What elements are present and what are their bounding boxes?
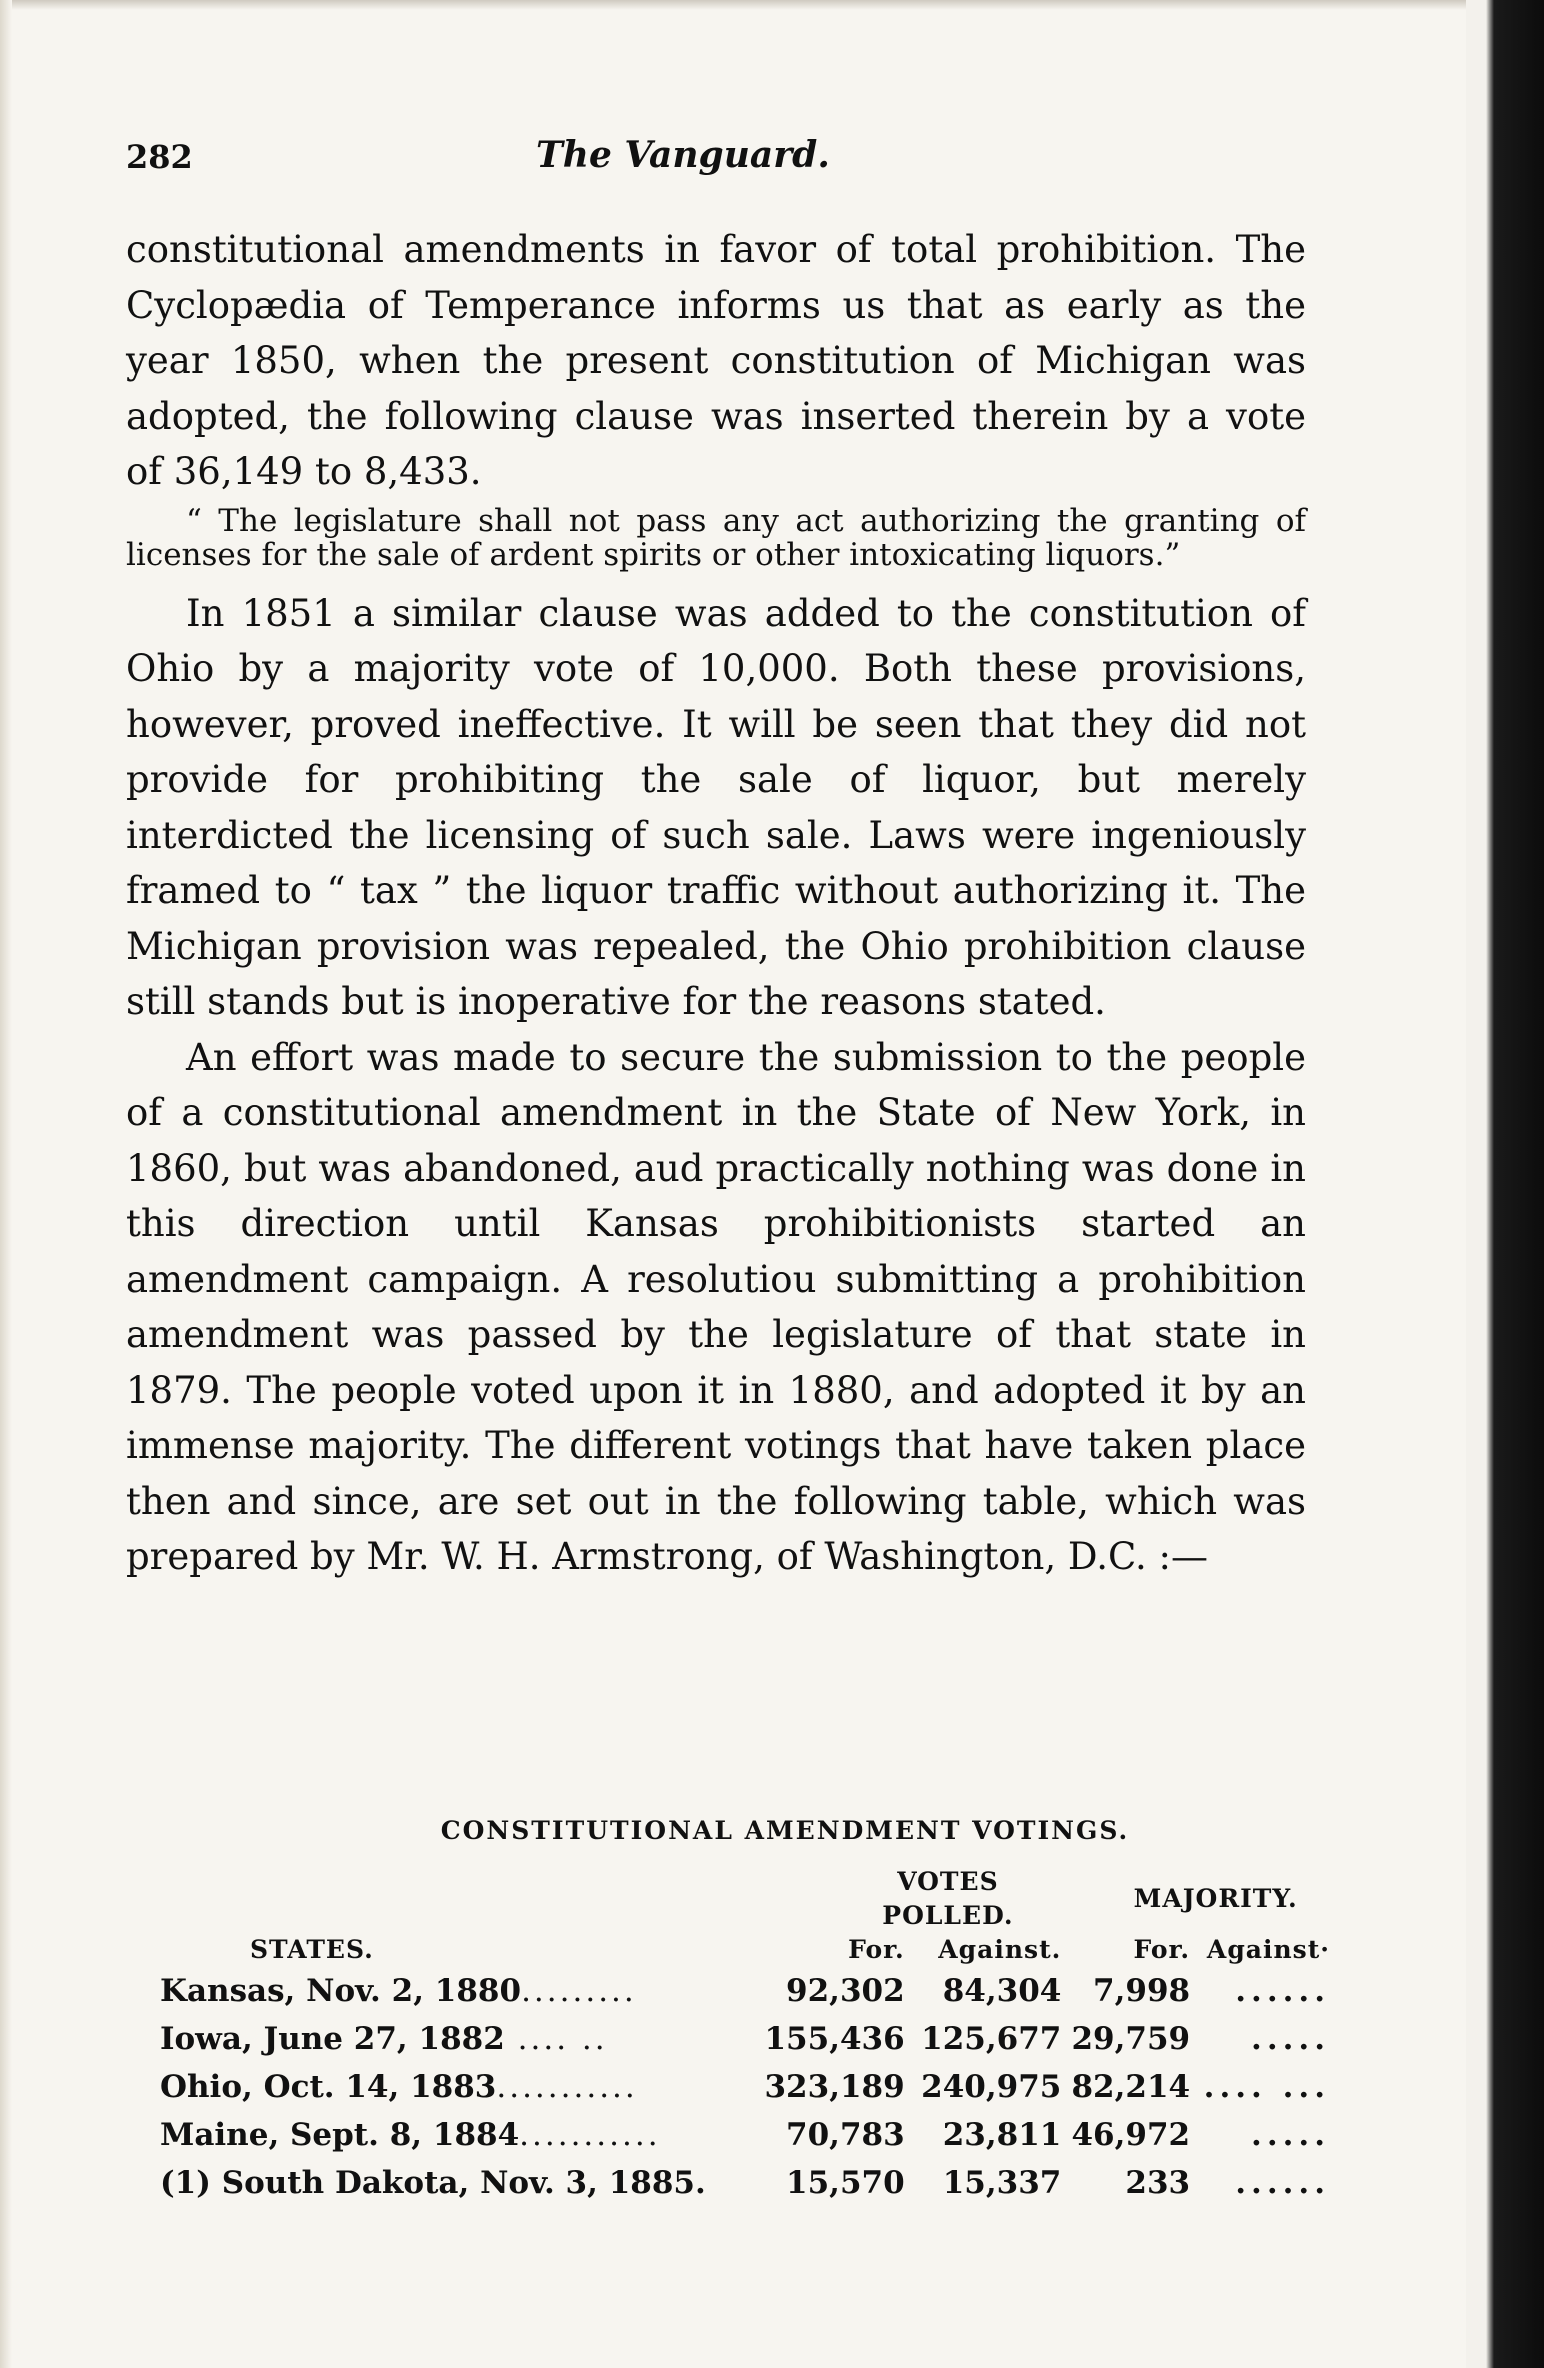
page-number: 282 <box>126 138 193 176</box>
table-group-header-row <box>160 1865 1330 1933</box>
votes-against-cell: 23,811 <box>942 2117 1062 2153</box>
state-cell: Maine, Sept. 8, 1884 <box>160 2117 520 2153</box>
majority-against-header: Against· <box>1206 1935 1330 1964</box>
votes-for-cell: 70,783 <box>786 2117 905 2153</box>
paragraph-3: An effort was made to secure the submission to the people of a constitutional amendment in the State of New York, in 1860, but was abandoned, aud practically nothing was done in this direction until Kansas prohibitionists started an amendment campaign. A resolutiou submitting a prohibition amendment was passed by the legislature of that state in 1879. The people voted upon it in 1880, and adopted it by an immense majority. The different votings that have taken place then and since, are set out in the following table, which was prepared by Mr. W. H. Armstrong, of Washington, D.C. :— <box>126 1035 1306 1578</box>
state-cell: (1) South Dakota, Nov. 3, 1885. <box>160 2165 706 2201</box>
table-row <box>160 2159 1330 2207</box>
state-cell: Iowa, June 27, 1882 <box>160 2021 505 2057</box>
majority-against-cell: ..... <box>1251 2117 1330 2153</box>
leader-dots: ........... <box>519 2117 661 2153</box>
majority-for-cell: 29,759 <box>1071 2021 1191 2057</box>
paragraph-1: constitutional amendments in favor of total prohibition. The Cyclopædia of Temperance informs us that as early as the year 1850, when the present constitution of Michigan was adopted, the following clause was inserted therein by a vote of 36,149 to 8,433. <box>126 228 1306 493</box>
votes-against-header: Against. <box>938 1935 1062 1964</box>
body-text <box>126 222 1306 1585</box>
majority-against-cell: ...... <box>1235 2165 1330 2201</box>
majority-header: MAJORITY. <box>1133 1884 1298 1913</box>
leader-dots: ........... <box>496 2069 638 2105</box>
majority-for-cell: 46,972 <box>1071 2117 1191 2153</box>
page-header <box>126 134 1306 188</box>
block-quote: “ The legislature shall not pass any act authorizing the granting of licenses for the sale of ardent spirits or other intoxicating liquors.” <box>126 502 1306 573</box>
page-edge-top <box>0 0 1544 10</box>
votes-polled-header: VOTES POLLED. <box>882 1867 1014 1930</box>
votings-table-section <box>160 1816 1330 2207</box>
majority-for-header: For. <box>1133 1935 1191 1964</box>
binding-shadow <box>1466 0 1544 2368</box>
table-row <box>160 2015 1330 2063</box>
running-title: The Vanguard. <box>536 134 830 176</box>
votes-for-cell: 155,436 <box>764 2021 905 2057</box>
table-row <box>160 2111 1330 2159</box>
votes-against-cell: 15,337 <box>942 2165 1062 2201</box>
table-title: CONSTITUTIONAL AMENDMENT VOTINGS. <box>440 1816 1130 1845</box>
leader-dots: ......... <box>521 1973 637 2009</box>
state-cell: Ohio, Oct. 14, 1883 <box>160 2069 497 2105</box>
paragraph-2: In 1851 a similar clause was added to the constitution of Ohio by a majority vote of 10,000. Both these provisions, however, proved ineffective. It will be seen that they did not provide for prohibiting the sale of liquor, but merely interdicted the licensing of such sale. Laws were ingeniously framed to “ tax ” the liquor traffic without authorizing it. The Michigan provision was repealed, the Ohio prohibition clause still stands but is inoperative for the reasons stated. <box>126 591 1306 1023</box>
votes-for-header: For. <box>848 1935 905 1964</box>
table-row <box>160 2063 1330 2111</box>
table-column-header-row <box>160 1933 1330 1967</box>
majority-for-cell: 233 <box>1125 2165 1191 2201</box>
majority-against-cell: ...... <box>1235 1973 1330 2009</box>
majority-for-cell: 82,214 <box>1071 2069 1191 2105</box>
votes-against-cell: 240,975 <box>921 2069 1062 2105</box>
table-row <box>160 1967 1330 2015</box>
page-edge-left <box>0 0 12 2368</box>
leader-dots: .... .. <box>504 2021 608 2057</box>
majority-for-cell: 7,998 <box>1093 1973 1191 2009</box>
votes-for-cell: 92,302 <box>786 1973 905 2009</box>
state-cell: Kansas, Nov. 2, 1880 <box>160 1973 522 2009</box>
states-header: STATES. <box>250 1935 374 1964</box>
majority-against-cell: ..... <box>1251 2021 1330 2057</box>
majority-against-cell: .... ... <box>1203 2069 1330 2105</box>
votes-for-cell: 15,570 <box>786 2165 905 2201</box>
votes-for-cell: 323,189 <box>764 2069 905 2105</box>
votes-against-cell: 125,677 <box>921 2021 1062 2057</box>
votes-against-cell: 84,304 <box>942 1973 1062 2009</box>
votings-table <box>160 1865 1330 2207</box>
